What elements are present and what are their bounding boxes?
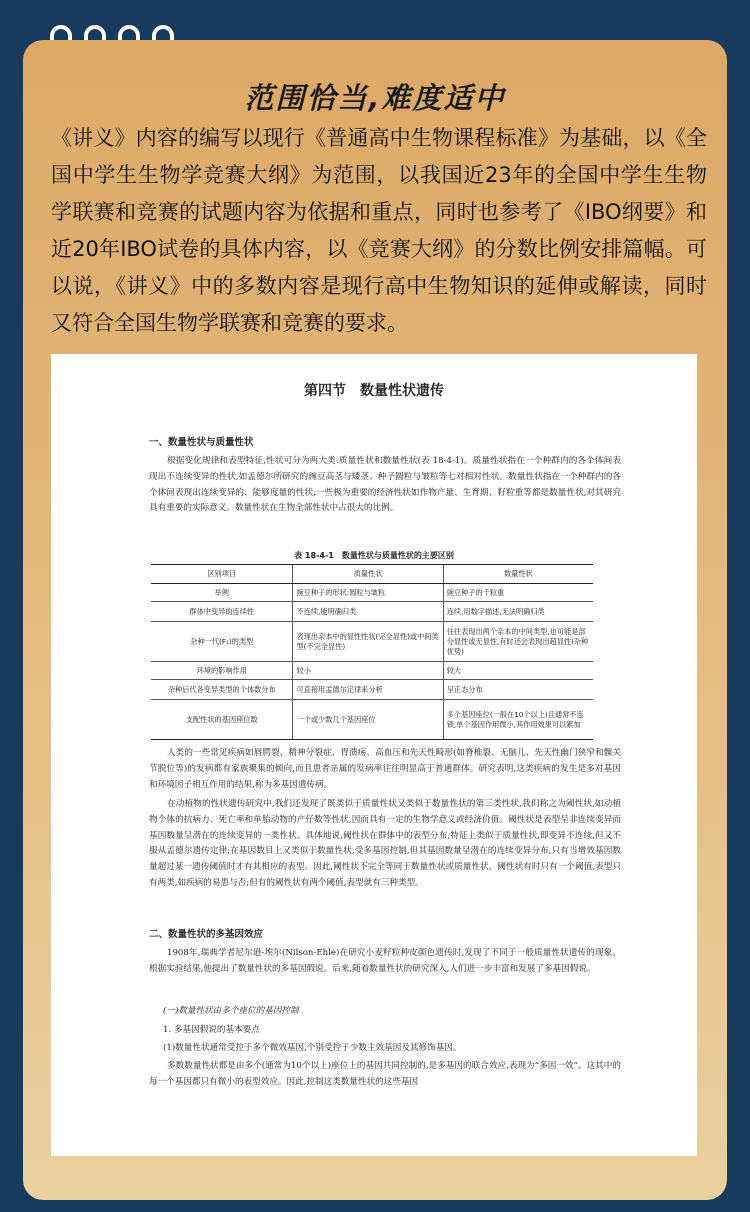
table-cell: 往往表现出两个亲本的中间类型,也可能是部分显性或无显性,有时还会表现出超显性(杂种优势): [443, 622, 593, 662]
table-row: [151, 662, 593, 680]
table-row: [151, 602, 593, 622]
table-cell: 豌豆种子的形状:圆粒与皱粒: [293, 584, 443, 602]
table-header-cell: 区别项目: [151, 565, 293, 584]
table-cell: 呈正态分布: [443, 680, 593, 700]
table-cell: 豌豆种子的千粒重: [443, 584, 593, 602]
intro-paragraph: 《讲义》内容的编写以现行《普通高中生物课程标准》为基础，以《全国中学生生物学竞赛大纲》为范围，以我国近23年的全国中学生生物学联赛和竞赛的试题内容为依据和重点，同时也参考了《IBO纲要》和近20年IBO试卷的具体内容，以《竞赛大纲》的分数比例安排篇幅。可以说，《讲义》中的多数内容是现行高中生物知识的延伸或解读，同时又符合全国生物学联赛和竞赛的要求。: [51, 126, 707, 335]
table-cell: 一个或少数几个基因座位: [293, 700, 443, 740]
table-cell: 群体中变异的连续性: [151, 602, 293, 622]
table-cell: 举例: [151, 584, 293, 602]
table-header-cell: 质量性状: [293, 565, 443, 584]
doc-subheading-2: 1. 多基因假说的基本要点: [163, 1025, 260, 1035]
table-cell: 环境的影响作用: [151, 662, 293, 680]
table-row: [151, 584, 593, 602]
table-cell: 支配性状的基因座位数: [151, 700, 293, 740]
table-header-cell: 数量性状: [443, 565, 593, 584]
table-cell: 较大: [443, 662, 593, 680]
doc-paragraph-2: 人类的一些常见疾病如唇腭裂、精神分裂症、胃溃疡、高血压和先天性畸形(如脊椎裂、无脑儿、先天性幽门狭窄和髋关节脱位等)的发病都有家族聚集的倾向,而且患者亲属的发病率往往明显高于普通群体。研究表明,这类疾病的发生是多对基因和环境因子相互作用的结果,称为多基因遗传病。: [149, 748, 621, 790]
table-cell: 杂种后代各变异类型的个体数分布: [151, 680, 293, 700]
doc-heading-1: 一、数量性状与质量性状: [149, 437, 254, 448]
table-cell: 杂种一代(F₁)的类型: [151, 622, 293, 662]
section-title: 范围恰当,难度适中: [244, 81, 506, 115]
doc-paragraph-5: 多数数量性状都是由多个(通常为10个以上)座位上的基因共同控制的,是多基因的联合效应,表现为“多因一效”。这其中的每一个基因都只有微小的表型效应。因此,控制这类数量性状的这些基因: [149, 1061, 621, 1087]
table-cell: 多个基因座位(一般在10个以上)且通常不连锁,单个基因作用微小,其作用效果可以累加: [443, 700, 593, 740]
doc-paragraph-3: 在动植物的性状遗传研究中,我们还发现了既类似于质量性状又类似于数量性状的第三类性状,我们称之为阈性状,如动植物个体的抗病力、死亡率和单胎动物的产仔数等性状,因而具有一定的生物学意义或经济价值。阈性状是表型呈非连续变异而基因数量呈潜在的连续变异的一类性状。具体地说,阈性状在群体中的表型分布,特征上类似于质量性状,即变异不连续,但又不服从孟德尔遗传定律;在基因数目上又类似于数量性状,受多基因控制,但其基因数量呈潜在的连续变异分布,只有当增效基因数量超过某一遗传阈值时才有其相应的表型。因此,阈性状不完全等同于数量性状或质量性状。阈性状有时只有一个阈值,表型只有两类,如疾病的易患与否;但有的阈性状有两个阈值,表型就有三种类型。: [149, 799, 621, 888]
table-cell: 表现出亲本中的显性性状(完全显性)或中间类型(不完全显性): [293, 622, 443, 662]
doc-list-item: (1)数量性状通常受控于多个微效基因,个别受控于少数主效基因及其修饰基因。: [163, 1043, 462, 1053]
table-cell: 不连续,能明确归类: [293, 602, 443, 622]
table-cell: 连续,用数字描述,无法明确归类: [443, 602, 593, 622]
book-page-excerpt: [51, 354, 697, 1156]
table-caption: 表 18-4-1 数量性状与质量性状的主要区别: [294, 551, 454, 560]
comparison-table: [151, 564, 593, 740]
doc-paragraph-4: 1908年,瑞典学者尼尔逊-埃尔(Nilson-Ehle)在研究小麦籽粒种皮颜色遗传时,发现了不同于一般质量性状遗传的现象。根据实验结果,他提出了数量性状的多基因假说。后来,随着数量性状的研究深入,人们进一步丰富和发展了多基因假说。: [149, 948, 621, 974]
doc-heading-2: 二、数量性状的多基因效应: [149, 929, 264, 940]
table-row: [151, 680, 593, 700]
doc-paragraph-1: 根据变化规律和表型特征,性状可分为两大类:质量性状和数量性状(表 18-4-1)。质量性状指在一个种群内的各个体间表现出不连续变异的性状,如孟德尔所研究的豌豆高茎与矮茎、种子圆粒与皱粒等七对相对性状。数量性状指在一个种群内的各个体间表现出连续变异的、能够度量的性状,一些极为重要的经济性状如作物产量、生育期、籽粒重等都是数量性状,对其研究具有重要的实际意义。数量性状在生物全部性状中占很大的比例。: [149, 456, 621, 514]
table-header-row: [151, 565, 593, 584]
table-row: [151, 700, 593, 740]
table-cell: 可直接用孟德尔定律来分析: [293, 680, 443, 700]
table-row: [151, 622, 593, 662]
doc-subheading-1: (一)数量性状由多个座位的基因控制: [163, 1006, 299, 1016]
table-cell: 较小: [293, 662, 443, 680]
doc-title: 第四节 数量性状遗传: [304, 383, 444, 399]
